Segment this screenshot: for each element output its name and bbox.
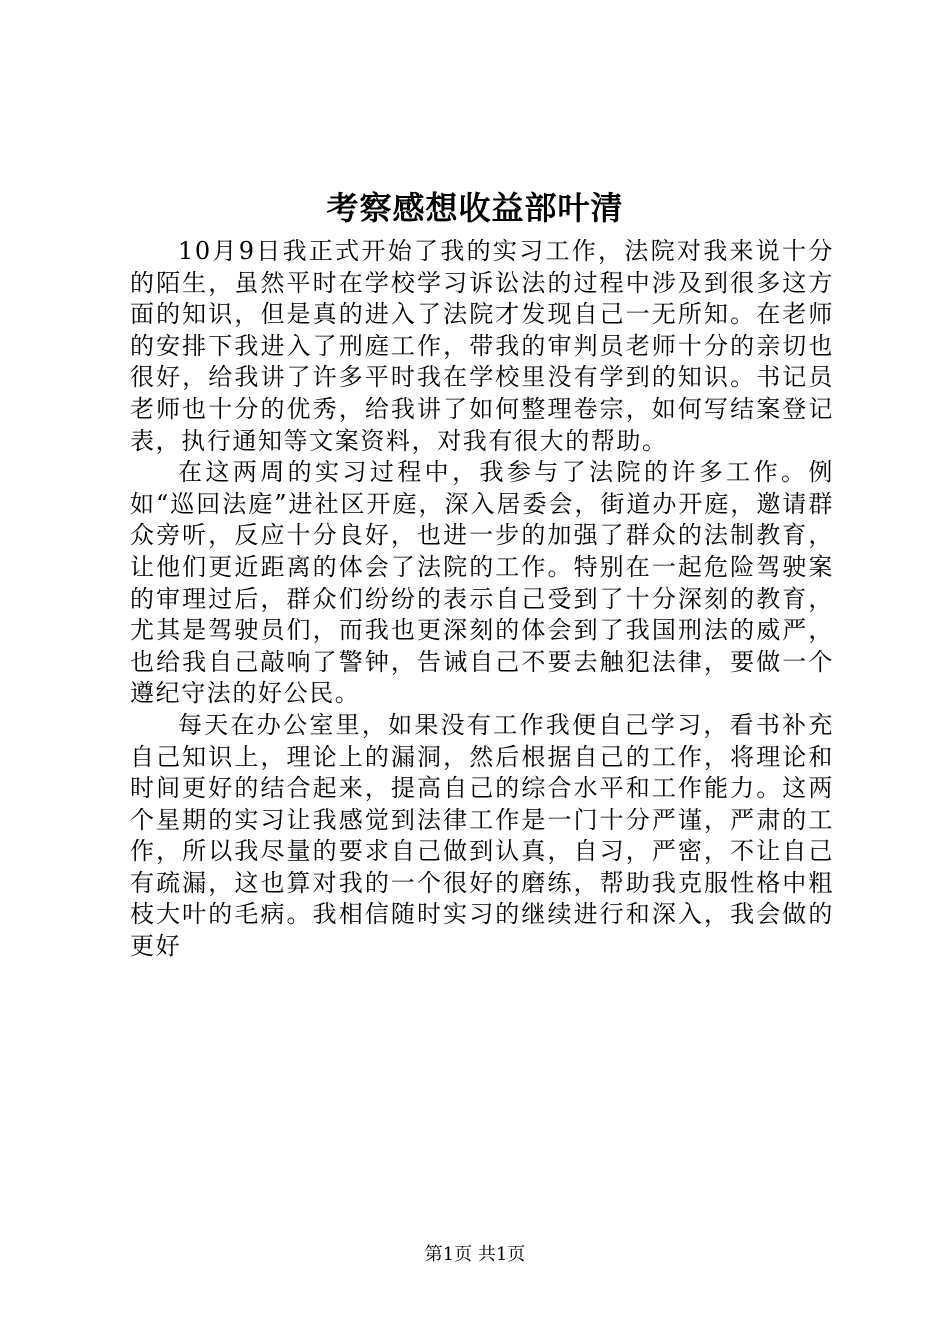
paragraph-1: 10月9日我正式开始了我的实习工作，法院对我来说十分的陌生，虽然平时在学校学习诉讼法的过程中涉及到很多这方面的知识，但是真的进入了法院才发现自己一无所知。在老师的安排下我进入了刑庭工作，带我的审判员老师十分的亲切也很好，给我讲了许多平时我在学校里没有学到的知识。书记员老师也十分的优秀，给我讲了如何整理卷宗，如何写结案登记表，执行通知等文案资料，对我有很大的帮助。 [130,237,834,455]
paragraph-3: 每天在办公室里，如果没有工作我便自己学习，看书补充自己知识上，理论上的漏洞，然后根据自己的工作，将理论和时间更好的结合起来，提高自己的综合水平和工作能力。这两个星期的实习让我感觉到法律工作是一门十分严谨，严肃的工作，所以我尽量的要求自己做到认真，自习，严密，不让自己有疏漏，这也算对我的一个很好的磨练，帮助我克服性格中粗枝大叶的毛病。我相信随时实习的继续进行和深入，我会做的更好 [130,710,834,961]
paragraph-2: 在这两周的实习过程中，我参与了法院的许多工作。例如“巡回法庭”进社区开庭，深入居委会，街道办开庭，邀请群众旁听，反应十分良好，也进一步的加强了群众的法制教育，让他们更近距离的体会了法院的工作。特别在一起危险驾驶案的审理过后，群众们纷纷的表示自己受到了十分深刻的教育，尤其是驾驶员们，而我也更深刻的体会到了我国刑法的威严，也给我自己敲响了警钟，告诫自己不要去触犯法律，要做一个遵纪守法的好公民。 [130,458,834,708]
document-body [130,236,834,963]
page-number-footer: 第1页 共1页 [424,1244,526,1265]
document-title: 考察感想收益部叶清 [326,189,624,227]
